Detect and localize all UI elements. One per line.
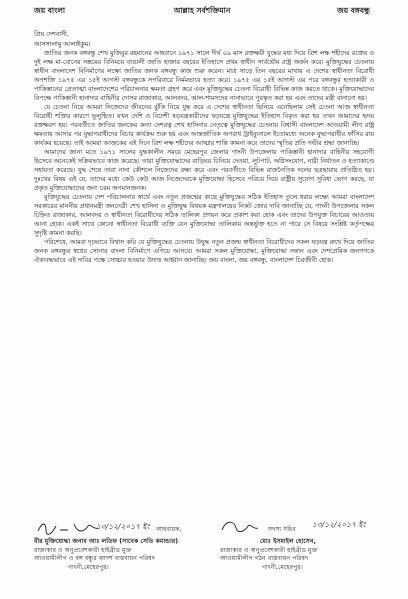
- signatory-location: গাংনী,মেহেরপুর।: [262, 563, 303, 571]
- letter-body: [34, 30, 374, 265]
- paragraph: মুক্তিযুদ্ধের চেতনায় দেশ পরিচালনার স্বার্থে এবং নতুন প্রজন্মের কাছে মুক্তিযুদ্ধের সঠিক ইতিহাস তুলে ধরার লক্ষ্যে আমরা বাংলাদেশ সরকারের মাননীয় প্রধানমন্ত্রী জননেত্রী শেখ হাসিনা ও মুক্তিযুদ্ধ বিষয়ক মন্ত্রণালয়ের নিকট জোর দাবি জানাচ্ছি যে, গাংনী উপজেলার সকল চিহ্নিত রাজাকার, আলবদর ও স্বাধীনতা বিরোধীদের সঠিক তালিকা প্রণয়ন করে প্রকাশ করা হোক এবং তাদের উপযুক্ত বিচারের আওতায় আনা হোক। একই সাথে কোনো স্বাধীনতা বিরোধী ব্যক্তি যেন মুক্তিযোদ্ধা তালিকায় অন্তর্ভুক্ত হতে না পারে সে বিষয়ে সংশ্লিষ্ট কর্তৃপক্ষের সুদৃষ্টি কামনা করছি।: [34, 194, 374, 237]
- handwritten-signature-convener: [34, 518, 184, 538]
- signature-block-secretary: [220, 518, 385, 572]
- handwritten-signature-secretary: [220, 518, 385, 538]
- signature-date: ১৩/১২/২০১৭ ইং: [312, 520, 366, 529]
- paragraph: আমাদের জানা মতে ১৯৭১ সালের যুদ্ধকালীন সময়ে মেহেরপুর জেলার গাংনী উপজেলায় পাকিস্তানী হানাদার বাহিনীর সহযোগী হিসেবে অনেকেই সক্রিয়ভাবে কাজ করেছে। তারা মুক্তিযোদ্ধাদের বাড়িঘর চিনিয়ে দেওয়া, লুটপাট, অগ্নিসংযোগ, নারী নির্যাতন ও হত্যাকাণ্ডে সহায়তা করেছে। যুদ্ধ শেষে তারা নানা কৌশলে নিজেদের রক্ষা করে এবং পরবর্তীতে বিভিন্ন রাজনৈতিক দলের ছত্রছায়ায় প্রতিষ্ঠিত হয়। দুঃখের বিষয় এই যে, তাদের মধ্যে কেউ কেউ আজ নিজেদেরকে মুক্তিযোদ্ধা হিসেবে পরিচয় দিয়ে রাষ্ট্রীয় সুযোগ সুবিধা ভোগ করছে, যা প্রকৃত মুক্তিযোদ্ধাদের জন্য চরম অপমানজনক।: [34, 149, 374, 192]
- header-joy-bangla: জয় বাংলা: [34, 6, 66, 15]
- signatory-org: রাজাকার ও অনুপ্রবেশকারী হাইব্রীড মুক্ত: [34, 546, 132, 554]
- header-invocation: আল্লাহ সর্বশক্তিমান: [173, 6, 231, 15]
- salutation: প্রিয় দেশবাসী,: [34, 31, 69, 38]
- paragraph: যে চেতনা নিয়ে আমরা নিজেদের জীবনের ঝুঁকি নিয়ে যুদ্ধ করে এ দেশের স্বাধীনতা ছিনিয়ে এনেছিলাম সেই চেতনা আজ স্বাধীনতা বিরোধী শক্তির কারণে ভূলুণ্ঠিত। যখন দেশি ও বিদেশী ষড়যন্ত্রকারীদের ষড়যন্ত্রে মুক্তিযুদ্ধের ইতিহাস বিকৃত করা হয় তখন আমাদের হৃদয় রক্তক্ষরণ হয়। পরবর্তীতে জাতির জনকের কন্যা দেশরত্ন শেখ হাসিনার নেতৃত্বে মুক্তিযুদ্ধের চেতনায় বিশ্বাসী বাংলাদেশ আওয়ামী লীগ রাষ্ট্র ক্ষমতায় আসার পর যুদ্ধাপরাধীদের বিচার কার্যক্রম শুরু হয় এবং আন্তর্জাতিক অপরাধ ট্রাইব্যুনালে ইতোমধ্যে অনেক যুদ্ধাপরাধীর ফাঁসির রায় কার্যকর হয়েছে। তাই আমরা আজকের এই দিনে ত্রিশ লক্ষ শহীদের আত্মার শান্তি কামনা করে তাদের স্মৃতির প্রতি গভীর শ্রদ্ধা জানাচ্ছি।: [34, 104, 374, 147]
- header-joy-bangabandhu: জয় বঙ্গবন্ধু: [336, 6, 370, 15]
- signatory-name: বীর মুক্তিযোদ্ধা জনাব আঃ লতিফ (সাবেক সেতি কমান্ডার): [34, 538, 179, 545]
- greeting: আসসালামু আলাইকুম।: [34, 41, 91, 48]
- signature-block-convener: [34, 518, 184, 572]
- signatory-org: আওয়ামীলীগ ও বঙ্গ বন্ধুর আদর্শ বাস্তবায়ন পরিষদ: [34, 555, 155, 562]
- letter-header: [34, 6, 370, 20]
- paragraph: জাতির জনক বঙ্গবন্ধু শেখ মুজিবুর রহমানের আহবানে ১৯৭১ সালে দীর্ঘ ০৯ মাস রক্তক্ষয়ী যুদ্ধের মধ্য দিয়ে ত্রিশ লক্ষ শহীদের রক্তের ও দুই লক্ষ মা-বোনের সম্ভ্রমের বিনিময়ে বাঙালী জাতি হাজার বছরের ইতিহাসে প্রথম স্বাধীন সার্বভৌম রাষ্ট্র অর্জন করে। মুক্তিযুদ্ধের চেতনায় স্বাধীন বাংলাদেশ বিনির্মাণের লক্ষ্যে জাতির জনক বঙ্গবন্ধু কাজ শুরু করেন। মাত্র সাড়ে তিন বছরের মাথায় এ দেশের স্বাধীনতা বিরোধী অপশক্তি ১৯৭৫ এর ১৫ই আগস্ট বঙ্গবন্ধুকে সপরিবারে নির্মমভাবে হত্যা করে। ১৯৭৫ এর ১৫ই আগস্ট এর পরে বঙ্গবন্ধুর হত্যাকারী ও পাকিস্তানের প্রেতাত্মা বাংলাদেশের পরিচালনার ক্ষমতা গ্রহণ করে এবং মুক্তিযুদ্ধের চেতনা বিরোধী বিভিন্ন কাজ করতে থাকে। মুক্তিযোদ্ধাদের বিপক্ষে পাকিস্তানী হানাদার বাহিনীর দোসর রাজাকার, আলবদর, আল-শামসদের নানাভাবে পুরস্কৃত করা হয় এবং তাদের মন্ত্রী বানানো হয়।: [34, 50, 374, 102]
- paragraph: পরিশেষে, আমরা দৃঢ়ভাবে বিশ্বাস করি যে মুক্তিযুদ্ধের চেতনায় উদ্বুদ্ধ নতুন প্রজন্ম স্বাধীনতা বিরোধীদের সকল ষড়যন্ত্র রুখে দিয়ে জাতির জনক বঙ্গবন্ধুর স্বপ্নের সোনার বাংলা বিনির্মাণে এগিয়ে আসবে। আমরা সকল মুক্তিযোদ্ধা, মুক্তিযোদ্ধা সন্তান এবং দেশপ্রেমিক জনগণকে ঐক্যবদ্ধভাবে এই দাবির পক্ষে সোচ্চার হওয়ার উদাত্ত আহ্বান জানাচ্ছি। জয় বাংলা, জয় বঙ্গবন্ধু, বাংলাদেশ চিরজীবী হোক।: [34, 239, 374, 264]
- signatory-role: সদস্য সচিব: [268, 526, 296, 533]
- signatory-location: গাংনী,মেহেরপুর।: [68, 563, 109, 571]
- signatory-name: মোঃ ইসমাইল হোসেন,: [260, 538, 316, 545]
- signatory-org: আওয়ামীলীগ গঠন বাস্তবায়ন পরিষদ: [220, 555, 309, 562]
- signature-date: ১৩/১২/২০১৭ ইং: [96, 522, 150, 531]
- signatory-org: রাজাকার ও অনুপ্রবেশকারী হাইব্রীড মুক্ত: [220, 546, 318, 554]
- signatory-role: আহবায়ক,: [156, 526, 182, 533]
